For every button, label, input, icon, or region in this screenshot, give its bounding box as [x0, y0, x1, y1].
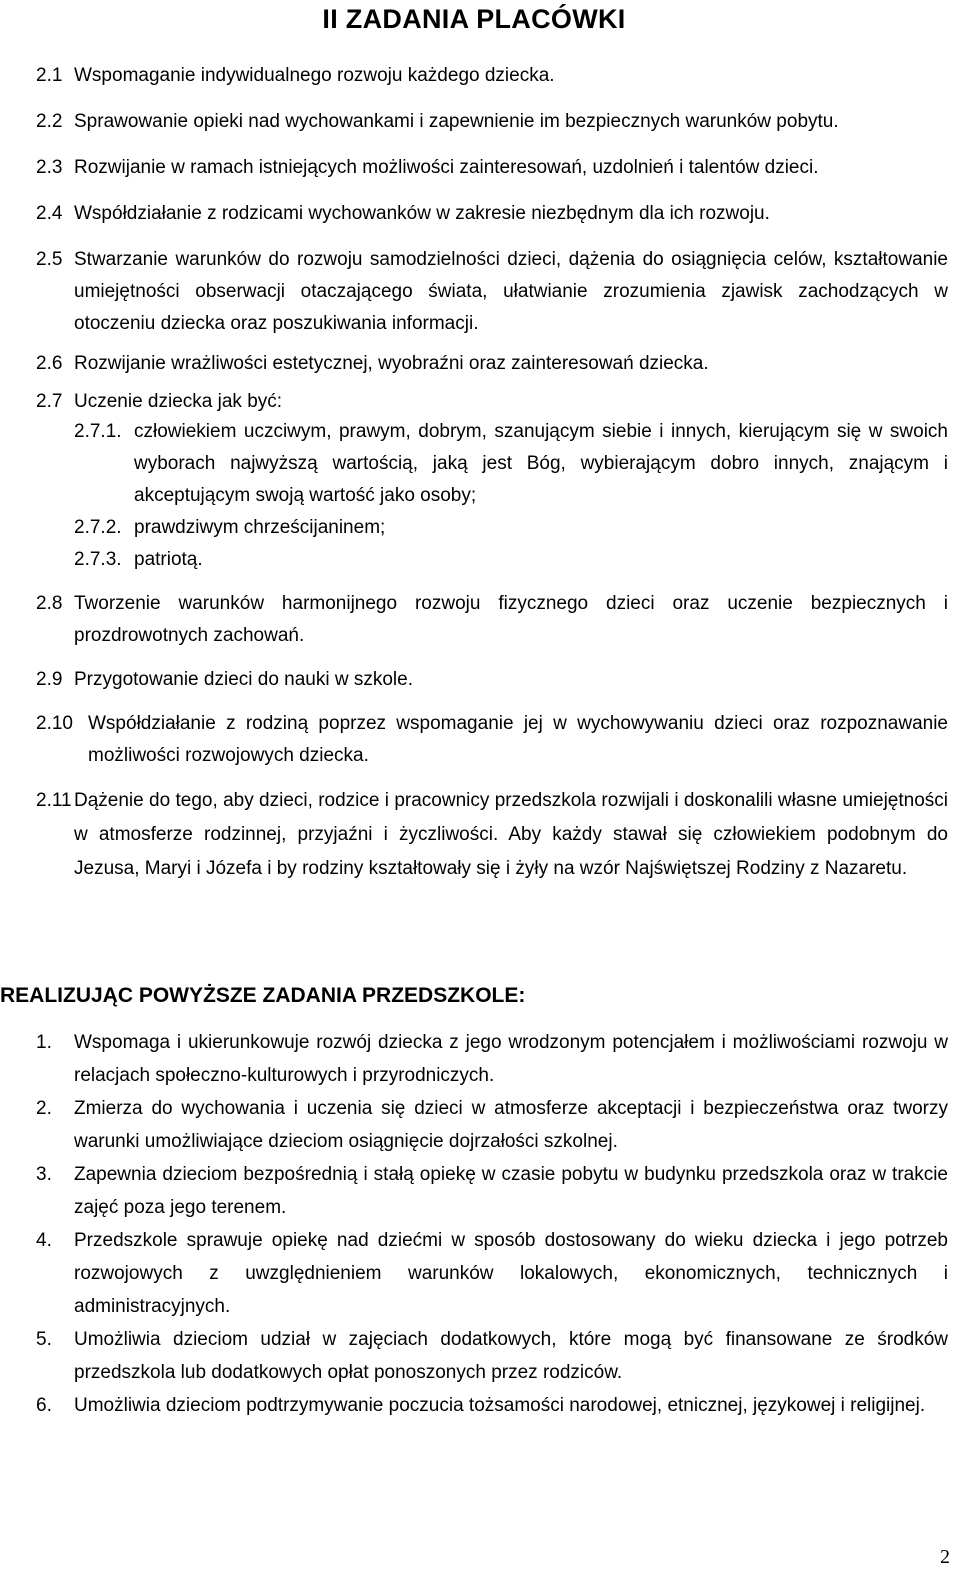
list-item: [36, 1323, 948, 1389]
task-number: 2.2: [36, 111, 63, 132]
task-text: Wspomaganie indywidualnego rozwoju każdego dziecka.: [74, 65, 555, 86]
task-number: 2.8: [36, 593, 63, 614]
list-item-number: 3.: [36, 1164, 52, 1185]
task-number: 2.10: [36, 713, 73, 734]
task-item: [36, 60, 948, 92]
task-text: Sprawowanie opieki nad wychowankami i zapewnienie im bezpiecznych warunków pobytu.: [74, 111, 839, 132]
tasks-list: [36, 60, 948, 886]
list-item-number: 6.: [36, 1395, 52, 1416]
sub-item-number: 2.7.3.: [74, 549, 122, 570]
task-number: 2.6: [36, 353, 63, 374]
task-number: 2.4: [36, 203, 63, 224]
task-item: [36, 388, 948, 416]
task-number: 2.9: [36, 669, 63, 690]
task-text: Przygotowanie dzieci do nauki w szkole.: [74, 669, 414, 690]
realization-heading: REALIZUJĄC POWYŻSZE ZADANIA PRZEDSZKOLE:: [0, 984, 526, 1007]
task-item: [36, 106, 948, 138]
task-item: [36, 708, 948, 772]
sub-item: [74, 512, 948, 544]
task-text: Stwarzanie warunków do rozwoju samodzielności dzieci, dążenia do osiągnięcia celów, kształtowanie umiejętności obserwacji otaczającego świata, ułatwianie zrozumienia zjawisk zachodzących w otoczeniu dziecka oraz poszukiwania informacji.: [74, 249, 948, 334]
task-text: Tworzenie warunków harmonijnego rozwoju fizycznego dzieci oraz uczenie bezpiecznych i prozdrowotnych zachowań.: [74, 593, 948, 646]
list-item-text: Wspomaga i ukierunkowuje rozwój dziecka z jego wrodzonym potencjałem i możliwościami rozwoju w relacjach społeczno-kulturowych i przyrodniczych.: [74, 1032, 948, 1086]
task-text: Uczenie dziecka jak być:: [74, 391, 283, 412]
list-item-number: 1.: [36, 1032, 52, 1053]
list-item: [36, 1092, 948, 1158]
list-item-text: Przedszkole sprawuje opiekę nad dziećmi w sposób dostosowany do wieku dziecka i jego potrzeb rozwojowych z uwzględnieniem warunków lokalowych, ekonomicznych, technicznych i administracyjnych.: [74, 1230, 948, 1317]
sub-item: [74, 416, 948, 512]
list-item-text: Zmierza do wychowania i uczenia się dzieci w atmosferze akceptacji i bezpieczeństwa oraz tworzy warunki umożliwiające dzieciom osiągnięcie dojrzałości szkolnej.: [74, 1098, 948, 1152]
task-item: [36, 784, 948, 886]
sub-item-number: 2.7.2.: [74, 517, 122, 538]
task-text: Współdziałanie z rodzicami wychowanków w zakresie niezbędnym dla ich rozwoju.: [74, 203, 770, 224]
list-item-text: Zapewnia dzieciom bezpośrednią i stałą opiekę w czasie pobytu w budynku przedszkola oraz w trakcie zajęć poza jego terenem.: [74, 1164, 948, 1218]
task-item: [36, 664, 948, 696]
list-item-number: 5.: [36, 1329, 52, 1350]
list-item: [36, 1389, 948, 1422]
realization-list: [36, 1026, 948, 1422]
task-item: [36, 244, 948, 340]
task-number: 2.5: [36, 249, 63, 270]
task-number: 2.11: [36, 790, 72, 811]
list-item-number: 4.: [36, 1230, 52, 1251]
list-item-text: Umożliwia dzieciom podtrzymywanie poczucia tożsamości narodowej, etnicznej, językowej i religijnej.: [74, 1395, 926, 1416]
section-title: II ZADANIA PLACÓWKI: [322, 4, 626, 34]
sub-item: [74, 544, 948, 576]
task-text: Dążenie do tego, aby dzieci, rodzice i pracownicy przedszkola rozwijali i doskonalili własne umiejętności w atmosferze rodzinnej, przyjaźni i życzliwości. Aby każdy stawał się człowiekiem podobnym do Jezusa, Maryi i Józefa i by rodziny kształtowały się i żyły na wzór Najświętszej Rodziny z Nazaretu.: [74, 790, 948, 879]
task-item: [36, 152, 948, 184]
list-item-text: Umożliwia dzieciom udział w zajęciach dodatkowych, które mogą być finansowane ze środków przedszkola lub dodatkowych opłat ponoszonych przez rodziców.: [74, 1329, 948, 1383]
task-number: 2.7: [36, 391, 63, 412]
sub-list: [74, 416, 948, 576]
list-item: [36, 1026, 948, 1092]
task-number: 2.3: [36, 157, 63, 178]
task-text: Rozwijanie wrażliwości estetycznej, wyobraźni oraz zainteresowań dziecka.: [74, 353, 709, 374]
task-text: Współdziałanie z rodziną poprzez wspomaganie jej w wychowywaniu dzieci oraz rozpoznawanie możliwości rozwojowych dziecka.: [88, 713, 948, 766]
sub-item-number: 2.7.1.: [74, 421, 122, 442]
page-number: 2: [940, 1546, 950, 1568]
task-text: Rozwijanie w ramach istniejących możliwości zainteresowań, uzdolnień i talentów dzieci.: [74, 157, 819, 178]
task-number: 2.1: [36, 65, 63, 86]
list-item: [36, 1224, 948, 1323]
task-item: [36, 198, 948, 230]
task-item: [36, 348, 948, 380]
sub-item-text: człowiekiem uczciwym, prawym, dobrym, szanującym siebie i innych, kierującym się w swoich wyborach najwyższą wartością, jaką jest Bóg, wybierającym dobro innych, znającym i akceptującym swoją wartość jako osoby;: [134, 421, 948, 506]
list-item: [36, 1158, 948, 1224]
sub-item-text: prawdziwym chrześcijaninem;: [134, 517, 386, 538]
sub-item-text: patriotą.: [134, 549, 203, 570]
list-item-number: 2.: [36, 1098, 52, 1119]
task-item: [36, 588, 948, 652]
